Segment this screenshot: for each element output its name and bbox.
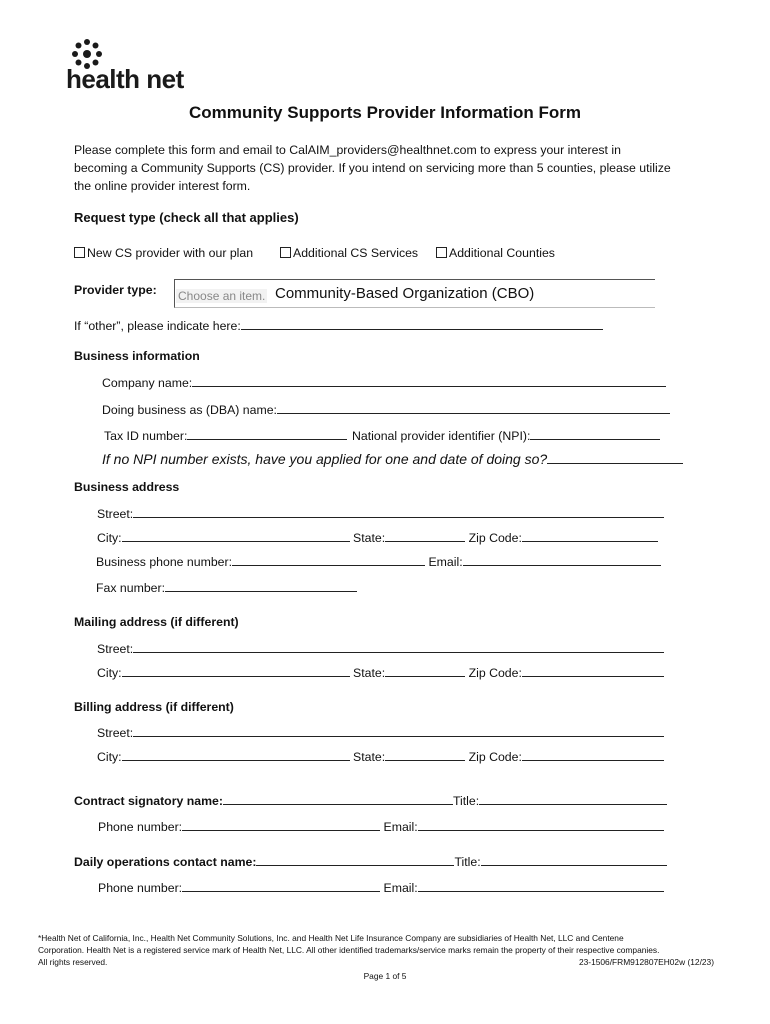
intro-paragraph: Please complete this form and email to CalAIM_providers@healthnet.com to express your interest in becoming a Community Supports (CS) provider. If you intend on servicing more than 5 counties, please utilize the online provider interest form. — [74, 143, 671, 193]
email-label: Email: — [383, 881, 418, 895]
footer-line-1: *Health Net of California, Inc., Health Net Community Solutions, Inc. and Health Net Life Insurance Company are subsidiaries of Health Net, LLC and Centene — [38, 933, 624, 943]
mailing-city-row — [97, 664, 664, 681]
phone-label: Phone number: — [98, 881, 183, 895]
logo-wordmark: health net — [66, 64, 184, 94]
fax-label: Fax number: — [96, 581, 166, 595]
daily-ops-field[interactable] — [256, 853, 454, 866]
npi-label: National provider identifier (NPI): — [352, 429, 531, 443]
company-name-row — [102, 374, 666, 391]
npi-question-row — [102, 451, 683, 469]
business-street-field[interactable] — [133, 505, 664, 518]
business-address-heading: Business address — [74, 480, 180, 494]
phone-label: Phone number: — [98, 820, 183, 834]
checkbox-label: Additional CS Services — [293, 246, 419, 260]
billing-address-heading: Billing address (if different) — [74, 700, 234, 714]
mailing-zip-field[interactable] — [522, 664, 664, 677]
company-name-label: Company name: — [102, 376, 193, 390]
fax-field[interactable] — [165, 579, 357, 592]
npi-row — [352, 427, 660, 444]
city-label: City: — [97, 666, 122, 680]
contract-signatory-phone-row — [98, 818, 664, 835]
email-label: Email: — [383, 820, 418, 834]
page-number: Page 1 of 5 — [363, 971, 407, 981]
checkbox-label: New CS provider with our plan — [87, 246, 254, 260]
street-label: Street: — [97, 726, 134, 740]
billing-city-row — [97, 748, 664, 765]
npi-field[interactable] — [530, 427, 660, 440]
business-phone-field[interactable] — [232, 553, 425, 566]
city-label: City: — [97, 531, 122, 545]
business-phone-row — [96, 553, 661, 570]
checkbox-box[interactable] — [436, 247, 447, 258]
provider-type-label: Provider type: — [74, 283, 157, 297]
billing-street-field[interactable] — [133, 724, 664, 737]
billing-state-field[interactable] — [385, 748, 465, 761]
checkbox-new-cs-provider[interactable] — [74, 245, 253, 261]
footer-line-3: All rights reserved. — [38, 957, 108, 967]
street-label: Street: — [97, 507, 134, 521]
mailing-street-row — [97, 640, 664, 657]
npi-question-field[interactable] — [547, 451, 683, 464]
dba-label: Doing business as (DBA) name: — [102, 403, 277, 417]
zip-label: Zip Code: — [468, 531, 522, 545]
daily-ops-phone-row — [98, 879, 664, 896]
mailing-street-field[interactable] — [133, 640, 664, 653]
contract-signatory-phone-field[interactable] — [182, 818, 380, 831]
business-information-heading: Business information — [74, 349, 200, 363]
footer-line-2: Corporation. Health Net is a registered service mark of Health Net, LLC. All other identified trademarks/service marks remain the property of their respective companies. — [38, 945, 660, 955]
business-city-field[interactable] — [122, 529, 350, 542]
zip-label: Zip Code: — [468, 750, 522, 764]
tax-id-field[interactable] — [187, 427, 347, 440]
footer-line-3-row — [38, 956, 738, 968]
daily-ops-row — [74, 853, 667, 870]
mailing-state-field[interactable] — [385, 664, 465, 677]
zip-label: Zip Code: — [468, 666, 522, 680]
contract-signatory-title-field[interactable] — [479, 792, 667, 805]
contract-signatory-label: Contract signatory name: — [74, 794, 223, 808]
business-city-row — [97, 529, 658, 546]
checkbox-box[interactable] — [74, 247, 85, 258]
fax-row — [96, 579, 357, 596]
daily-ops-email-field[interactable] — [418, 879, 664, 892]
company-name-field[interactable] — [192, 374, 666, 387]
title-label: Title: — [454, 855, 481, 869]
state-label: State: — [353, 750, 386, 764]
contract-signatory-email-field[interactable] — [418, 818, 664, 831]
npi-question-label: If no NPI number exists, have you applied for one and date of doing so? — [102, 451, 548, 467]
billing-city-field[interactable] — [122, 748, 350, 761]
business-street-row — [97, 505, 664, 522]
state-label: State: — [353, 666, 386, 680]
other-provider-type-field[interactable] — [241, 317, 603, 330]
provider-type-selected-value[interactable]: Community-Based Organization (CBO) — [275, 285, 535, 302]
business-zip-field[interactable] — [522, 529, 658, 542]
business-email-field[interactable] — [463, 553, 661, 566]
daily-ops-label: Daily operations contact name: — [74, 855, 257, 869]
checkbox-label: Additional Counties — [449, 246, 555, 260]
checkbox-additional-cs-services[interactable] — [280, 245, 418, 261]
dba-field[interactable] — [277, 401, 670, 414]
daily-ops-phone-field[interactable] — [182, 879, 380, 892]
tax-id-label: Tax ID number: — [104, 429, 188, 443]
provider-type-placeholder[interactable]: Choose an item. — [178, 289, 266, 303]
street-label: Street: — [97, 642, 134, 656]
state-label: State: — [353, 531, 386, 545]
daily-ops-title-field[interactable] — [481, 853, 667, 866]
request-type-heading: Request type (check all that applies) — [74, 210, 299, 225]
title-label: Title: — [452, 794, 480, 808]
city-label: City: — [97, 750, 122, 764]
billing-street-row — [97, 724, 664, 741]
contract-signatory-field[interactable] — [223, 792, 453, 805]
other-provider-type-row — [74, 317, 603, 334]
mailing-city-field[interactable] — [122, 664, 350, 677]
business-phone-label: Business phone number: — [96, 555, 233, 569]
form-title: Community Supports Provider Information Form — [189, 103, 581, 122]
email-label: Email: — [428, 555, 463, 569]
contract-signatory-row — [74, 792, 667, 809]
other-provider-type-label: If “other”, please indicate here: — [74, 319, 241, 333]
mailing-address-heading: Mailing address (if different) — [74, 615, 239, 629]
business-state-field[interactable] — [385, 529, 465, 542]
dba-row — [102, 401, 670, 418]
billing-zip-field[interactable] — [522, 748, 664, 761]
tax-id-row — [104, 427, 347, 444]
checkbox-box[interactable] — [280, 247, 291, 258]
footer-disclaimer — [38, 932, 738, 968]
checkbox-additional-counties[interactable] — [436, 245, 555, 261]
form-code: 23-1506/FRM912807EH02w (12/23) — [578, 957, 714, 967]
